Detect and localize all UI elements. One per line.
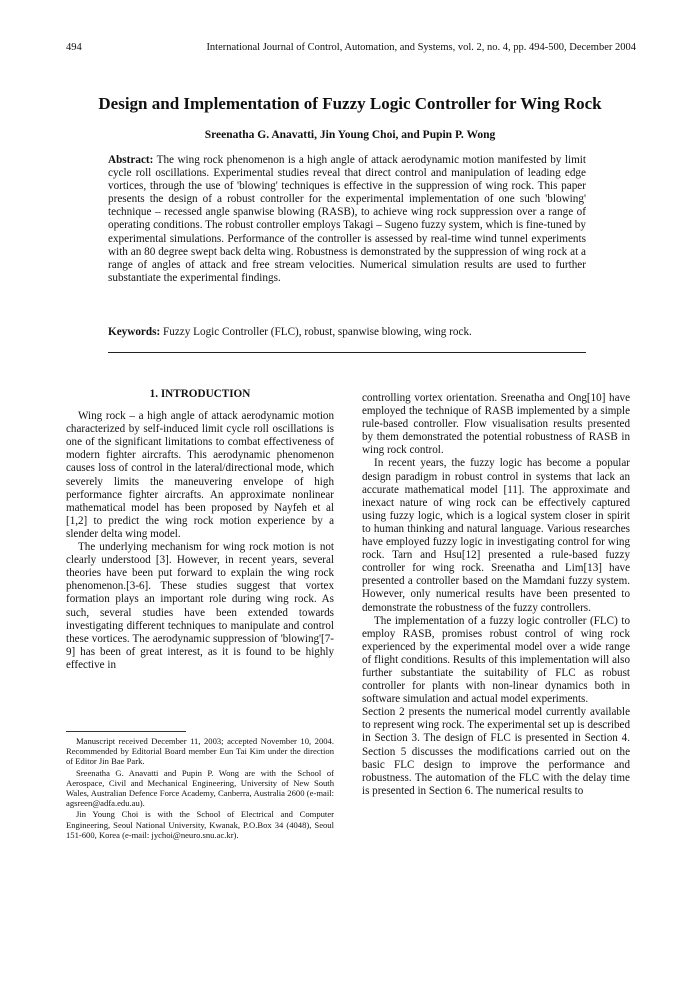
keywords-text: Fuzzy Logic Controller (FLC), robust, spanwise blowing, wing rock. xyxy=(163,326,472,338)
paragraph: Wing rock – a high angle of attack aerodynamic motion characterized by self-induced limit cycle roll oscillations is one of the significant limitations to combat effectiveness of modern fighter aircrafts. This aerodynamic phenomenon causes loss of control in the lateral/directional mode, which severely limits the maneuvering envelope of high performance fighter aircrafts. An approximate nonlinear mathematical model has been proposed by Nayfeh et al [1,2] to predict the wing rock motion experience by a slender delta wing model. xyxy=(66,410,334,540)
page-number: 494 xyxy=(66,42,82,53)
paragraph: In recent years, the fuzzy logic has become a popular design paradigm in robust control in systems that lack an accurate mathematical model [11]. The approximate and inexact nature of wing rock can be effectively captured using fuzzy logic, which is a logical system closer in spirit to human thinking and natural language. Various researches have employed fuzzy logic in investigating control for wing rock. Tarn and Hsu[12] presented a rule-based fuzzy controller for wing rock. Sreenatha and Lim[13] have presented a controller based on the Mamdani fuzzy system. However, only numerical results have been presented to demonstrate the robustness of the fuzzy controllers. xyxy=(362,457,630,614)
running-header xyxy=(66,42,636,53)
paragraph: The underlying mechanism for wing rock motion is not clearly understood [3]. However, in recent years, several theories have been put forward to explain the wing rock phenomenon.[3-6]. These studies suggest that vortex formation plays an important role during wing rock. As such, several studies have been extended towards investigating different techniques to manipulate and control these vortices. The aerodynamic suppression of 'blowing'[7-9] has been of great interest, as it is found to be highly effective in xyxy=(66,541,334,671)
abstract xyxy=(108,154,586,285)
keywords-label: Keywords: xyxy=(108,326,161,338)
footnote-divider xyxy=(66,731,186,732)
abstract-text: The wing rock phenomenon is a high angle of attack aerodynamic motion manifested by limit cycle roll oscillations. Experimental studies reveal that direct control and manipulation of leading edge vortices, through the use of 'blowing' techniques is effective in the suppression of wing rock. This paper presents the design of a robust controller for the experimental implementation of one such 'blowing' technique – recessed angle spanwise blowing (RASB), to achieve wing rock suppression over a range of operating conditions. The robust controller employs Takagi – Sugeno fuzzy system, which is fine-tuned by experimental simulations. Performance of the controller is assessed by real-time wind tunnel experiments with an 80 degree swept back delta wing. Robustness is demonstrated by the suppression of wing rock at a range of angles of attack and free stream velocities. Numerical simulation results are used to further substantiate the experimental findings. xyxy=(108,154,586,284)
paragraph: Section 2 presents the numerical model currently available to represent wing rock. The experimental set up is described in Section 3. The design of FLC is presented in Section 4. Section 5 discusses the modifications carried out on the basic FLC design to improve the performance and robustness. The automation of the FLC with the delay time is presented in Section 6. The numerical results to xyxy=(362,706,630,797)
abstract-divider xyxy=(108,352,586,353)
section-heading: 1. INTRODUCTION xyxy=(149,388,251,400)
footnote: Sreenatha G. Anavatti and Pupin P. Wong are with the School of Aerospace, Civil and Mechanical Engineering, University of New South Wales, Australian Defence Force Academy, Canberra, Australia 2600 (e-mail: agsreen@adfa.edu.au). xyxy=(66,767,334,809)
journal-citation: International Journal of Control, Automation, and Systems, vol. 2, no. 4, pp. 494-500, December 2004 xyxy=(206,42,636,53)
author-list: Sreenatha G. Anavatti, Jin Young Choi, and Pupin P. Wong xyxy=(204,129,496,141)
footnote: Jin Young Choi is with the School of Electrical and Computer Engineering, Seoul National University, Kwanak, P.O.Box 34 (4048), Seoul 151-600, Korea (e-mail: jychoi@neuro.snu.ac.kr). xyxy=(66,809,334,840)
paper-title: Design and Implementation of Fuzzy Logic Controller for Wing Rock xyxy=(98,94,602,113)
paragraph: controlling vortex orientation. Sreenatha and Ong[10] have employed the technique of RASB implemented by a simple rule-based controller. Flow visualisation results presented by them demonstrated the potential robustness of RASB in wing rock control. xyxy=(362,392,630,457)
paragraph: The implementation of a fuzzy logic controller (FLC) to employ RASB, promises robust control of wing rock experienced by the experimental model over a wide range of flight conditions. Results of this implementation will also further substantiate the suitability of FLC as robust controller for plants with non-linear dynamics both in software simulation and actual model experiments. xyxy=(362,614,630,706)
keywords xyxy=(108,326,586,338)
abstract-label: Abstract: xyxy=(108,154,154,166)
right-column xyxy=(362,392,630,798)
left-column xyxy=(66,388,334,672)
footnote: Manuscript received December 11, 2003; accepted November 10, 2004. Recommended by Editorial Board member Eun Tai Kim under the direction of Editor Jin Bae Park. xyxy=(66,736,334,767)
footnotes xyxy=(66,731,334,841)
